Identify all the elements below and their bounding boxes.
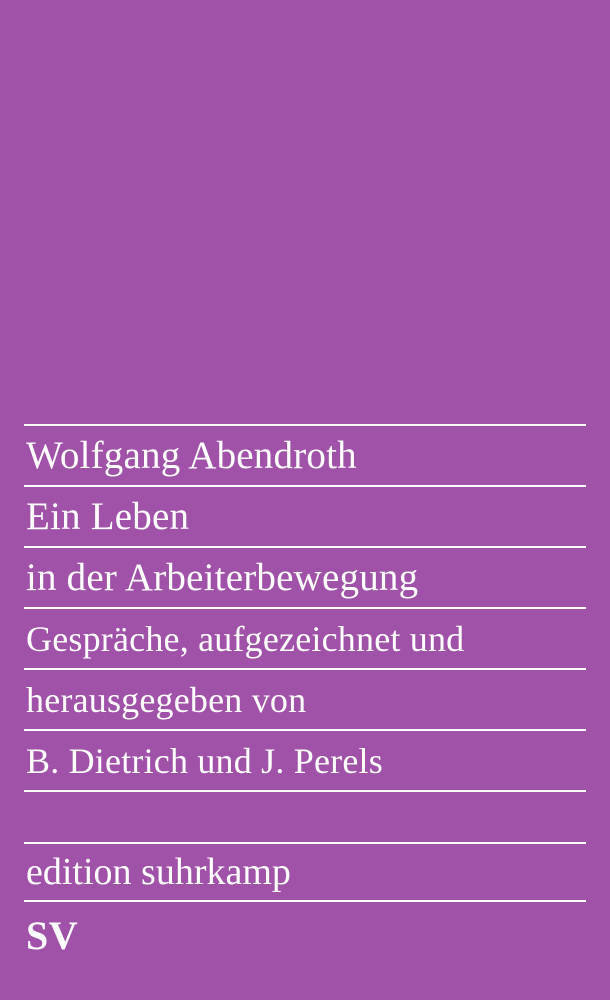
title-block [24,424,586,792]
cover-author: Wolfgang Abendroth [26,434,357,477]
cover-title-line-1: Ein Leben [26,495,190,538]
cover-title-line-2: in der Arbeiterbewegung [26,556,419,599]
imprint-block [24,842,586,902]
rule-divider [24,790,586,792]
cover-editors: B. Dietrich und J. Perels [26,741,383,781]
cover-subtitle-line-2: herausgegeben von [26,680,307,720]
publisher-logo: SV [26,913,79,958]
cover-subtitle-line-1: Gespräche, aufgezeichnet und [26,619,465,659]
series-name: edition suhrkamp [26,851,291,893]
rule-divider [24,900,586,902]
